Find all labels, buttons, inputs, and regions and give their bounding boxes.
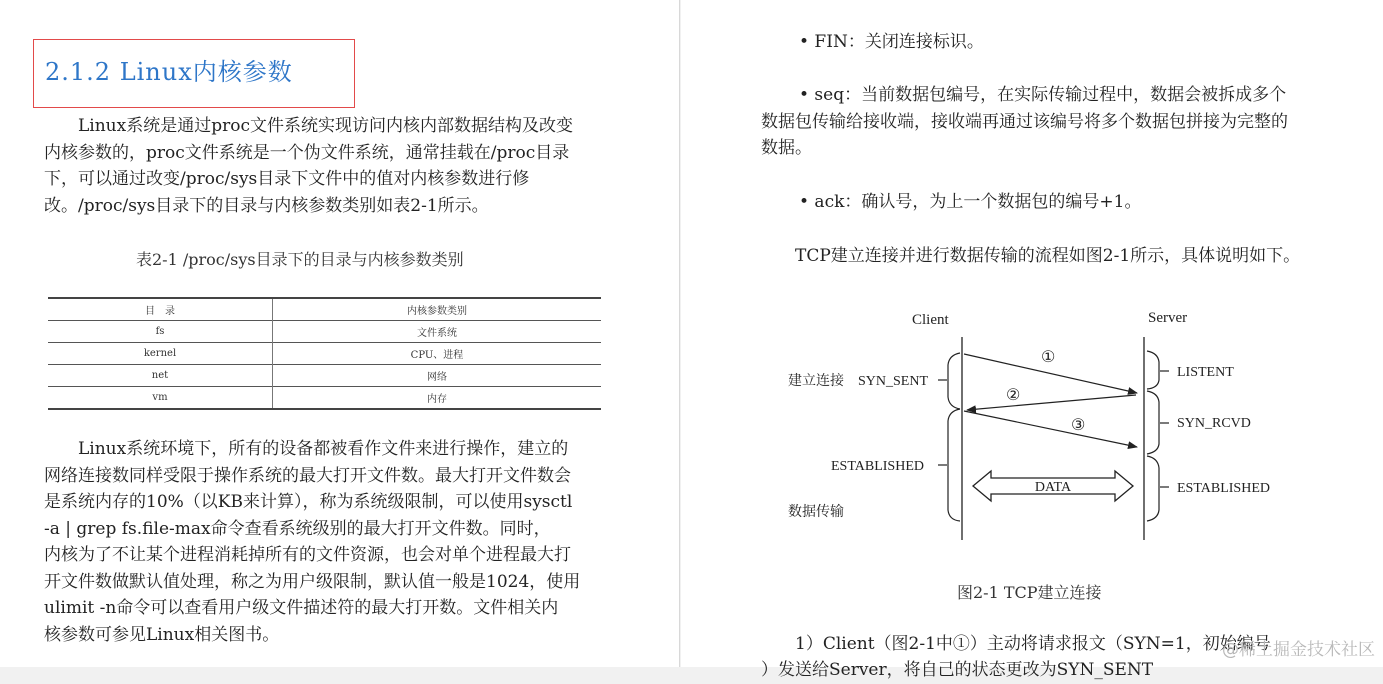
text-line: 改。/proc/sys目录下的目录与内核参数类别如表2-1所示。 [44, 195, 489, 216]
table-cell: net [48, 365, 273, 387]
paragraph-file-limits [44, 436, 580, 648]
text-line: 内核为了不让某个进程消耗掉所有的文件资源，也会对单个进程最大打 [44, 545, 571, 565]
tcp-handshake-diagram [681, 0, 1383, 667]
table-header-cell: 目 录 [48, 298, 273, 321]
table-caption: 表2-1 /proc/sys目录下的目录与内核参数类别 [136, 250, 464, 269]
listent-label: LISTENT [1177, 365, 1234, 380]
data-label: DATA [1034, 480, 1072, 495]
arrow-step2 [967, 395, 1136, 410]
text-line: 数据包传输给接收端，接收端再通过该编号将多个数据包拼接为完整的 [761, 111, 1288, 132]
text-line: 下，可以通过改变/proc/sys目录下文件中的值对内核参数进行修 [44, 169, 530, 189]
step3-marker: ③ [1071, 417, 1086, 434]
left-bracket-establish [948, 353, 960, 409]
watermark: @稀土掘金技术社区 [1222, 640, 1375, 660]
table-header-row [48, 298, 601, 321]
step1-description: 1）Client（图2-1中①）主动将请求报文（SYN=1，初始编号 [795, 634, 1271, 654]
text-line: 内核参数的，proc文件系统是一个伪文件系统，通常挂载在/proc目录 [44, 142, 570, 163]
text-line: ulimit -n命令可以查看用户级文件描述符的最大打开数。文件相关内 [44, 598, 559, 618]
table-row [48, 365, 601, 387]
server-label: Server [1148, 310, 1188, 326]
table-row [48, 321, 601, 343]
flow-intro: TCP建立连接并进行数据传输的流程如图2-1所示，具体说明如下。 [795, 246, 1301, 266]
table-cell: 网络 [427, 372, 447, 383]
kernel-params-table [48, 297, 601, 410]
table-cell: fs [48, 321, 273, 343]
transfer-label: 数据传输 [788, 505, 844, 520]
syn-sent-label: SYN_SENT [858, 374, 929, 389]
established-left-label: ESTABLISHED [831, 459, 924, 474]
table-row [48, 343, 601, 365]
step1-marker: ① [1041, 349, 1056, 366]
text-line: -a | grep fs.file-max命令查看系统级别的最大打开文件数。同时， [44, 518, 551, 539]
right-bracket-synrcvd [1147, 391, 1159, 454]
right-bracket-established [1147, 456, 1159, 521]
table-cell: 内存 [427, 394, 447, 405]
step2-marker: ② [1006, 387, 1021, 404]
text-line: 网络连接数同样受限于操作系统的最大打开文件数。最大打开文件数会 [44, 465, 571, 486]
step1-description-cont: ）发送给Server，将自己的状态更改为SYN_SENT [761, 660, 1154, 680]
text-line: 是系统内存的10%（以KB来计算），称为系统级限制，可以使用sysctl [44, 492, 573, 512]
figure-caption: 图2-1 TCP建立连接 [957, 583, 1102, 602]
right-page [681, 0, 1383, 680]
left-bracket-transfer [948, 409, 960, 521]
client-label: Client [912, 312, 949, 328]
right-bracket-listent [1147, 351, 1159, 389]
text-line: Linux系统是通过proc文件系统实现访问内核内部数据结构及改变 [44, 116, 573, 136]
bullet-ack: • ack：确认号，为上一个数据包的编号+1。 [799, 192, 1142, 212]
table-row [48, 387, 601, 410]
text-line: Linux系统环境下，所有的设备都被看作文件来进行操作，建立的 [44, 439, 569, 459]
syn-rcvd-label: SYN_RCVD [1177, 416, 1251, 431]
section-heading: 2.1.2 Linux内核参数 [45, 58, 293, 86]
establish-label: 建立连接 [788, 374, 844, 389]
table-header-cell: 内核参数类别 [407, 306, 467, 317]
left-page [0, 0, 680, 667]
text-line: 开文件数做默认值处理，称之为用户级限制，默认值一般是1024，使用 [44, 571, 581, 592]
bullet-fin: • FIN：关闭连接标识。 [799, 32, 984, 52]
table-cell: kernel [48, 343, 273, 365]
table-cell: 文件系统 [417, 328, 457, 339]
table-cell: CPU、进程 [410, 350, 464, 361]
arrow-step3 [964, 411, 1137, 447]
established-right-label: ESTABLISHED [1177, 481, 1270, 496]
table-cell: vm [48, 387, 273, 410]
paragraph-intro [44, 113, 573, 219]
text-line: 数据。 [761, 138, 812, 158]
text-line: 核参数可参见Linux相关图书。 [44, 624, 280, 645]
text-line: • seq：当前数据包编号，在实际传输过程中，数据会被拆成多个 [799, 85, 1287, 105]
